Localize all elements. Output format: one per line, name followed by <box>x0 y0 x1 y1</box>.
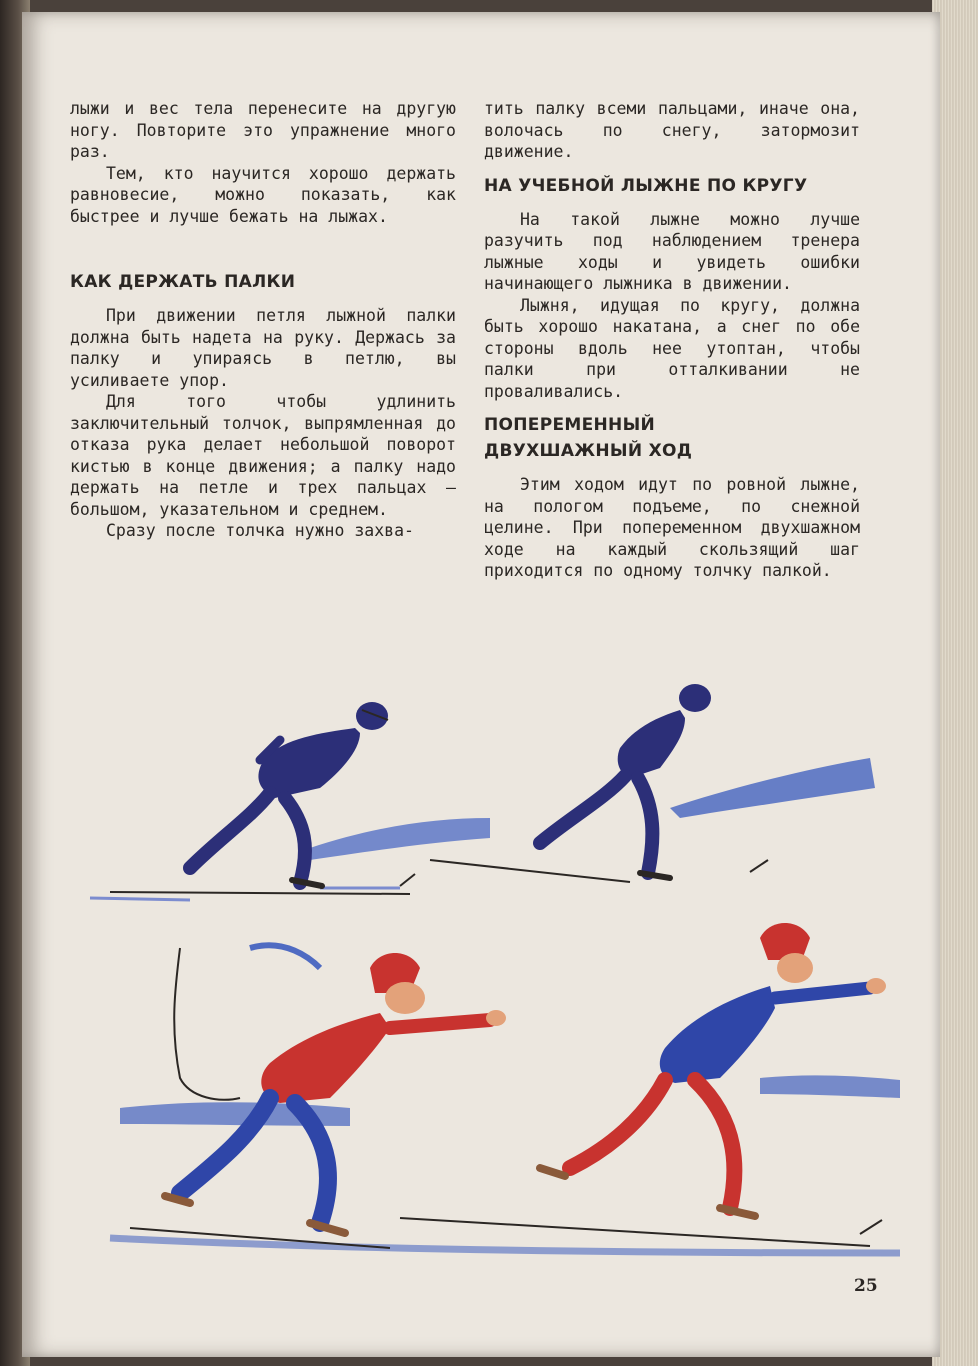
skier-blue <box>540 923 886 1216</box>
left-paragraph-1: лыжи и вес тела перенесите на другую ногу. Повторите это упражнение много раз. <box>70 99 456 161</box>
left-paragraph-4: Для того чтобы удлинить заключительный толчок, выпрямленная до отказа рука делает небольшой поворот кистью в конце движения; а палку надо держать на петле и трех пальцах — большом, указательном и среднем. <box>70 392 456 519</box>
left-paragraph-2: Тем, кто научится хорошо держать равновесие, можно показать, как быстрее и лучше бежать на лыжах. <box>70 163 456 226</box>
page-number: 25 <box>854 1276 878 1296</box>
left-paragraph-3: При движении петля лыжной палки должна быть надета на руку. Держась за палку и упираясь в петлю, вы усиливаете упор. <box>70 306 456 390</box>
left-paragraph-5: Сразу после толчка нужно захва- <box>106 521 414 540</box>
skier-red <box>165 953 506 1233</box>
skier-navy-left <box>190 702 388 886</box>
heading-kak-derzhat-palki: КАК ДЕРЖАТЬ ПАЛКИ <box>70 272 296 292</box>
heading-poperemenny-line1: ПОПЕРЕМЕННЫЙ <box>484 415 656 435</box>
upper-snow-scene <box>90 758 875 900</box>
heading-na-uchebnoy-lyzhne: НА УЧЕБНОЙ ЛЫЖНЕ ПО КРУГУ <box>484 175 808 196</box>
skier-navy-right <box>540 684 711 878</box>
left-column <box>70 98 456 542</box>
right-paragraph-3: Лыжня, идущая по кругу, должна быть хорошо накатана, а снег по обе стороны вдоль нее утоптан, чтобы палки при отталкивании не проваливались. <box>484 295 860 401</box>
right-column <box>484 98 860 582</box>
skiers-illustration <box>70 648 920 1268</box>
right-paragraph-2: На такой лыжне можно лучше разучить под наблюдением тренера лыжные ходы и увидеть ошибки начинающего лыжника в движении. <box>484 209 860 293</box>
book-page <box>22 12 940 1357</box>
right-paragraph-1: тить палку всеми пальцами, иначе она, волочась по снегу, затормозит движение. <box>484 99 860 161</box>
right-paragraph-4: Этим ходом идут по ровной лыжне, на пологом подъеме, по снежной целине. При попеременном двухшажном ходе на каждый скользящий шаг приходится по одному толчку палкой. <box>484 475 860 580</box>
heading-poperemenny-line2: ДВУХШАЖНЫЙ ХОД <box>484 441 693 461</box>
